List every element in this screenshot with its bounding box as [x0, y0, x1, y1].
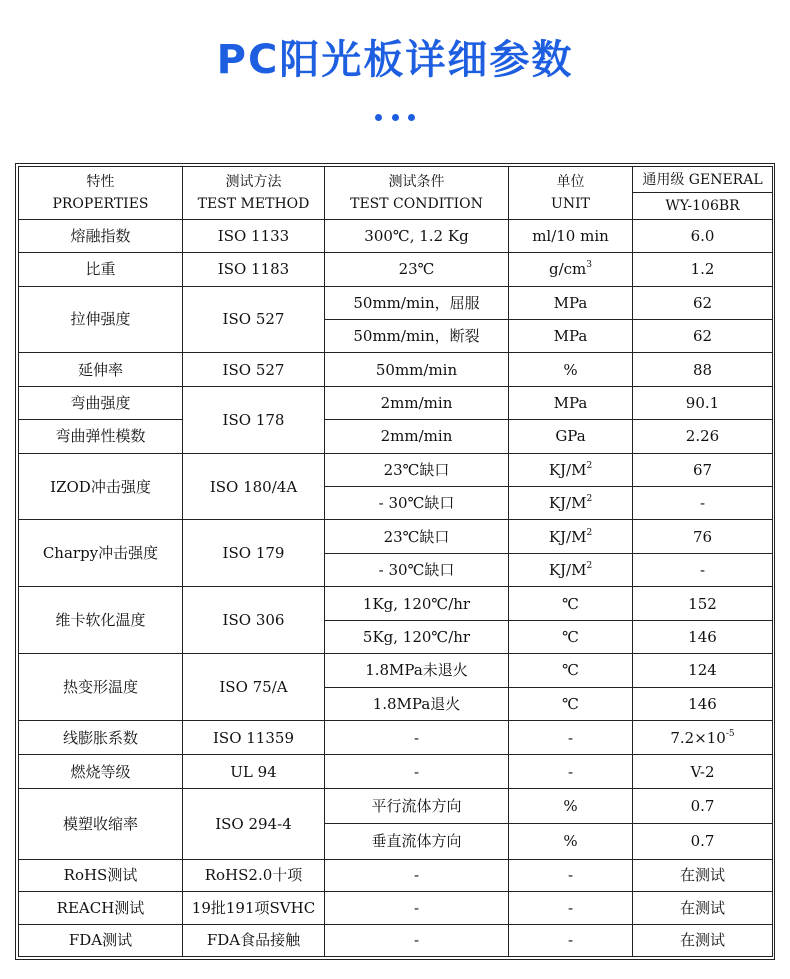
property-cell: 延伸率 [19, 353, 183, 386]
condition-cell: 300℃, 1.2 Kg [325, 219, 509, 252]
unit-text: KJ/M [548, 527, 587, 546]
table-row [19, 720, 773, 754]
unit-cell: MPa [509, 286, 633, 319]
property-cell: 模塑收缩率 [19, 788, 183, 859]
property-cell: 维卡软化温度 [19, 587, 183, 654]
property-cell: Charpy冲击强度 [19, 520, 183, 587]
condition-cell: 1Kg, 120℃/hr [325, 587, 509, 620]
value-cell: 152 [633, 587, 773, 620]
value-cell: 在测试 [633, 924, 773, 956]
table-row [19, 386, 773, 419]
condition-cell: - [325, 755, 509, 788]
parameters-table [18, 166, 773, 957]
header-test-condition [325, 167, 509, 220]
dot-icon [392, 114, 399, 121]
unit-cell: ℃ [509, 654, 633, 687]
method-cell: ISO 180/4A [183, 453, 325, 520]
condition-cell: - 30℃缺口 [325, 553, 509, 586]
method-cell: ISO 178 [183, 386, 325, 453]
unit-superscript: 2 [586, 561, 593, 572]
table-row [19, 219, 773, 252]
header-test-condition-en: TEST CONDITION [350, 195, 483, 212]
unit-cell: - [509, 892, 633, 924]
value-text: 7.2×10 [670, 728, 726, 747]
condition-cell: - 30℃缺口 [325, 487, 509, 520]
unit-text: KJ/M [548, 561, 587, 580]
value-cell: 124 [633, 654, 773, 687]
header-unit [509, 167, 633, 220]
method-cell: ISO 294-4 [183, 788, 325, 859]
value-cell: 76 [633, 520, 773, 553]
condition-cell: 23℃缺口 [325, 453, 509, 486]
unit-cell: ℃ [509, 620, 633, 653]
value-cell: 146 [633, 687, 773, 720]
property-cell: 线膨胀系数 [19, 720, 183, 754]
value-cell [633, 720, 773, 754]
table-row [19, 587, 773, 620]
table-row [19, 286, 773, 319]
value-cell: 88 [633, 353, 773, 386]
unit-cell: ℃ [509, 587, 633, 620]
value-cell: 在测试 [633, 859, 773, 891]
unit-cell: % [509, 788, 633, 823]
header-test-condition-cn: 测试条件 [388, 173, 445, 190]
header-test-method [183, 167, 325, 220]
unit-superscript: 3 [586, 260, 592, 271]
value-cell: 62 [633, 286, 773, 319]
condition-cell: 垂直流体方向 [325, 824, 509, 859]
table-row [19, 892, 773, 924]
value-cell: V-2 [633, 755, 773, 788]
method-cell: 19批191项SVHC [183, 892, 325, 924]
condition-cell: - [325, 892, 509, 924]
value-cell: 1.2 [633, 253, 773, 286]
condition-cell: - [325, 720, 509, 754]
property-cell: 熔融指数 [19, 219, 183, 252]
value-cell: 2.26 [633, 420, 773, 453]
table-row [19, 788, 773, 823]
value-cell: 6.0 [633, 219, 773, 252]
table-row [19, 253, 773, 286]
unit-cell: % [509, 353, 633, 386]
method-cell: FDA食品接触 [183, 924, 325, 956]
table-row [19, 755, 773, 788]
condition-cell: 2mm/min [325, 420, 509, 453]
method-cell: ISO 75/A [183, 654, 325, 721]
condition-cell: - [325, 924, 509, 956]
condition-cell: 23℃缺口 [325, 520, 509, 553]
property-cell: 热变形温度 [19, 654, 183, 721]
table-row [19, 924, 773, 956]
condition-cell: 1.8MPa退火 [325, 687, 509, 720]
condition-cell: 5Kg, 120℃/hr [325, 620, 509, 653]
property-cell: RoHS测试 [19, 859, 183, 891]
property-cell: IZOD冲击强度 [19, 453, 183, 520]
value-cell: 在测试 [633, 892, 773, 924]
unit-cell [509, 553, 633, 586]
condition-cell: 2mm/min [325, 386, 509, 419]
condition-cell: 平行流体方向 [325, 788, 509, 823]
condition-cell: 1.8MPa未退火 [325, 654, 509, 687]
value-cell: 67 [633, 453, 773, 486]
unit-superscript: 2 [586, 460, 593, 471]
unit-cell [509, 487, 633, 520]
unit-cell: - [509, 720, 633, 754]
header-test-method-cn: 测试方法 [225, 173, 282, 190]
unit-superscript: 2 [586, 527, 593, 538]
property-cell: 比重 [19, 253, 183, 286]
property-cell: 弯曲弹性模数 [19, 420, 183, 453]
unit-cell: - [509, 859, 633, 891]
method-cell: UL 94 [183, 755, 325, 788]
page-title: PC阳光板详细参数 [216, 37, 574, 83]
method-cell: RoHS2.0十项 [183, 859, 325, 891]
table-row [19, 654, 773, 687]
unit-cell [509, 253, 633, 286]
value-cell: 62 [633, 319, 773, 352]
method-cell: ISO 179 [183, 520, 325, 587]
table-row [19, 353, 773, 386]
dot-icon [375, 114, 382, 121]
header-test-method-en: TEST METHOD [197, 195, 310, 212]
method-cell: ISO 11359 [183, 720, 325, 754]
unit-cell: % [509, 824, 633, 859]
header-grade: 通用级 GENERAL [633, 167, 773, 193]
method-cell: ISO 306 [183, 587, 325, 654]
unit-cell: - [509, 924, 633, 956]
condition-cell: 50mm/min [325, 353, 509, 386]
condition-cell: 50mm/min，屈服 [325, 286, 509, 319]
unit-text: KJ/M [548, 460, 587, 479]
method-cell: ISO 527 [183, 353, 325, 386]
unit-text: KJ/M [548, 494, 587, 513]
property-cell: FDA测试 [19, 924, 183, 956]
unit-cell [509, 520, 633, 553]
header-model: WY-106BR [633, 193, 773, 219]
condition-cell: 50mm/min，断裂 [325, 319, 509, 352]
unit-cell: MPa [509, 319, 633, 352]
method-cell: ISO 1183 [183, 253, 325, 286]
unit-cell: GPa [509, 420, 633, 453]
property-cell: REACH测试 [19, 892, 183, 924]
condition-cell: - [325, 859, 509, 891]
method-cell: ISO 527 [183, 286, 325, 353]
value-cell: 146 [633, 620, 773, 653]
header-unit-cn: 单位 [556, 173, 585, 190]
unit-cell: ℃ [509, 687, 633, 720]
unit-cell: MPa [509, 386, 633, 419]
dot-icon [408, 114, 415, 121]
value-cell: - [633, 553, 773, 586]
condition-cell: 23℃ [325, 253, 509, 286]
header-unit-en: UNIT [551, 195, 590, 212]
unit-cell: - [509, 755, 633, 788]
table-row [19, 520, 773, 553]
header-properties-en: PROPERTIES [52, 195, 149, 212]
table-row [19, 453, 773, 486]
value-superscript: -5 [725, 728, 735, 739]
property-cell: 弯曲强度 [19, 386, 183, 419]
method-cell: ISO 1133 [183, 219, 325, 252]
table-row [19, 420, 773, 453]
title-dots-decoration [0, 106, 790, 125]
unit-text: g/cm [548, 260, 587, 279]
value-cell: 0.7 [633, 824, 773, 859]
unit-cell [509, 453, 633, 486]
value-cell: 90.1 [633, 386, 773, 419]
table-row [19, 859, 773, 891]
unit-superscript: 2 [586, 494, 593, 505]
property-cell: 拉伸强度 [19, 286, 183, 353]
value-cell: 0.7 [633, 788, 773, 823]
header-properties [19, 167, 183, 220]
unit-cell: ml/10 min [509, 219, 633, 252]
value-cell: - [633, 487, 773, 520]
header-properties-cn: 特性 [86, 173, 115, 190]
property-cell: 燃烧等级 [19, 755, 183, 788]
